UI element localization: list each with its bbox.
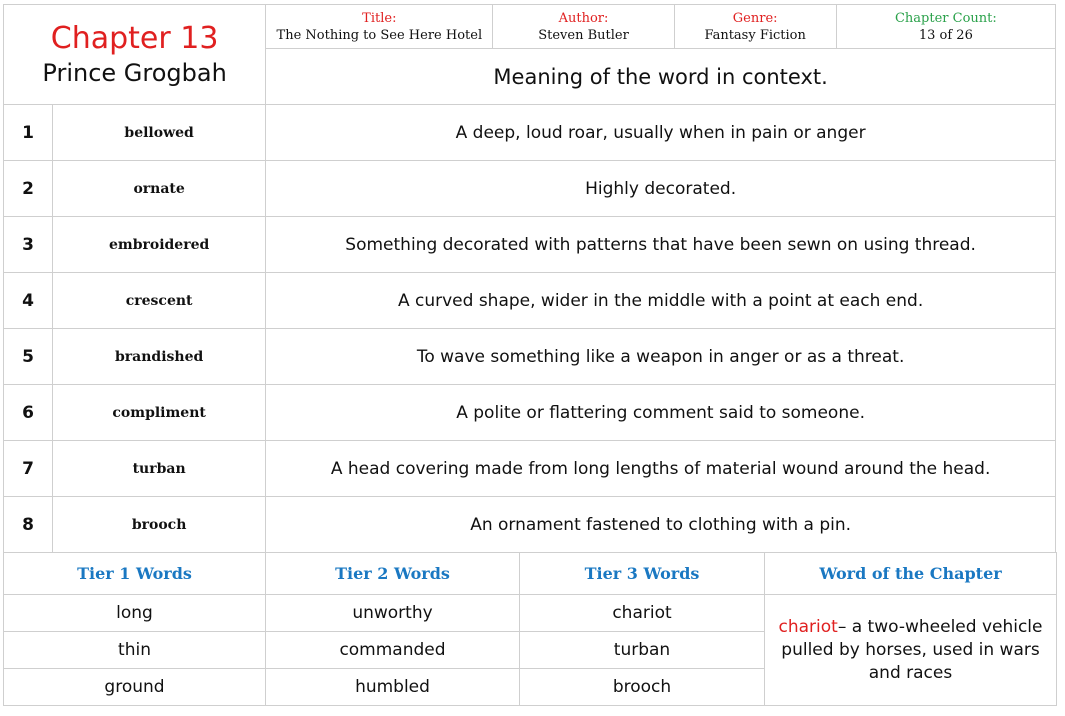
meta-author xyxy=(493,5,674,49)
meta-genre-value: Fantasy Fiction xyxy=(704,27,806,43)
vocab-definition: A head covering made from long lengths of material wound around the head. xyxy=(266,441,1056,497)
vocab-word: embroidered xyxy=(53,217,266,273)
vocab-row xyxy=(4,217,1056,273)
vocab-word: bellowed xyxy=(53,105,266,161)
vocabulary-table xyxy=(3,4,1056,553)
meta-author-label: Author: xyxy=(558,10,609,26)
tier1-word: thin xyxy=(4,632,266,669)
chapter-heading xyxy=(4,5,266,105)
vocab-number: 4 xyxy=(4,273,53,329)
vocab-number: 1 xyxy=(4,105,53,161)
vocab-word: brandished xyxy=(53,329,266,385)
vocab-row xyxy=(4,105,1056,161)
tier2-word: commanded xyxy=(266,632,520,669)
word-of-chapter-definition: – a two-wheeled vehicle pulled by horses, used in wars and races xyxy=(781,616,1043,683)
vocab-row xyxy=(4,161,1056,217)
tier2-heading: Tier 2 Words xyxy=(266,553,520,595)
vocab-definition: A deep, loud roar, usually when in pain or anger xyxy=(266,105,1056,161)
vocab-number: 2 xyxy=(4,161,53,217)
tier1-heading: Tier 1 Words xyxy=(4,553,266,595)
vocab-word: turban xyxy=(53,441,266,497)
vocab-row xyxy=(4,329,1056,385)
meta-title-label: Title: xyxy=(362,10,397,26)
tier3-word: turban xyxy=(520,632,765,669)
meta-genre xyxy=(674,5,836,49)
vocab-definition: To wave something like a weapon in anger or as a threat. xyxy=(266,329,1056,385)
vocab-number: 5 xyxy=(4,329,53,385)
meta-chapter-count xyxy=(836,5,1055,49)
tier-header-row xyxy=(4,553,1057,595)
tier2-word: unworthy xyxy=(266,595,520,632)
tier2-word: humbled xyxy=(266,669,520,706)
vocab-definition: An ornament fastened to clothing with a pin. xyxy=(266,497,1056,553)
vocab-number: 3 xyxy=(4,217,53,273)
vocabulary-sheet xyxy=(3,4,1057,706)
vocab-row xyxy=(4,385,1056,441)
word-of-chapter-heading: Word of the Chapter xyxy=(765,553,1057,595)
tier3-heading: Tier 3 Words xyxy=(520,553,765,595)
tier1-word: long xyxy=(4,595,266,632)
vocab-row xyxy=(4,273,1056,329)
chapter-name: Prince Grogbah xyxy=(42,58,227,87)
tier1-word: ground xyxy=(4,669,266,706)
vocab-definition: Highly decorated. xyxy=(266,161,1056,217)
meaning-heading: Meaning of the word in context. xyxy=(266,49,1056,105)
meta-chapter-count-value: 13 of 26 xyxy=(918,27,973,43)
chapter-title: Chapter 13 xyxy=(50,20,219,56)
tier3-word: brooch xyxy=(520,669,765,706)
meta-title-value: The Nothing to See Here Hotel xyxy=(276,27,483,43)
meta-chapter-count-label: Chapter Count: xyxy=(894,10,997,26)
word-of-chapter xyxy=(765,595,1057,706)
meta-title xyxy=(266,5,493,49)
tier3-word: chariot xyxy=(520,595,765,632)
meta-genre-label: Genre: xyxy=(732,10,778,26)
vocab-row xyxy=(4,441,1056,497)
word-of-chapter-word: chariot xyxy=(778,616,838,637)
header-row xyxy=(4,5,1056,49)
vocab-word: brooch xyxy=(53,497,266,553)
tier-row xyxy=(4,595,1057,632)
vocab-number: 6 xyxy=(4,385,53,441)
vocab-word: crescent xyxy=(53,273,266,329)
vocab-definition: A curved shape, wider in the middle with a point at each end. xyxy=(266,273,1056,329)
vocab-word: compliment xyxy=(53,385,266,441)
vocab-word: ornate xyxy=(53,161,266,217)
tier-words-table xyxy=(3,552,1057,706)
meta-author-value: Steven Butler xyxy=(538,27,629,43)
vocab-number: 8 xyxy=(4,497,53,553)
vocab-definition: A polite or flattering comment said to someone. xyxy=(266,385,1056,441)
vocab-row xyxy=(4,497,1056,553)
vocab-number: 7 xyxy=(4,441,53,497)
vocab-definition: Something decorated with patterns that have been sewn on using thread. xyxy=(266,217,1056,273)
